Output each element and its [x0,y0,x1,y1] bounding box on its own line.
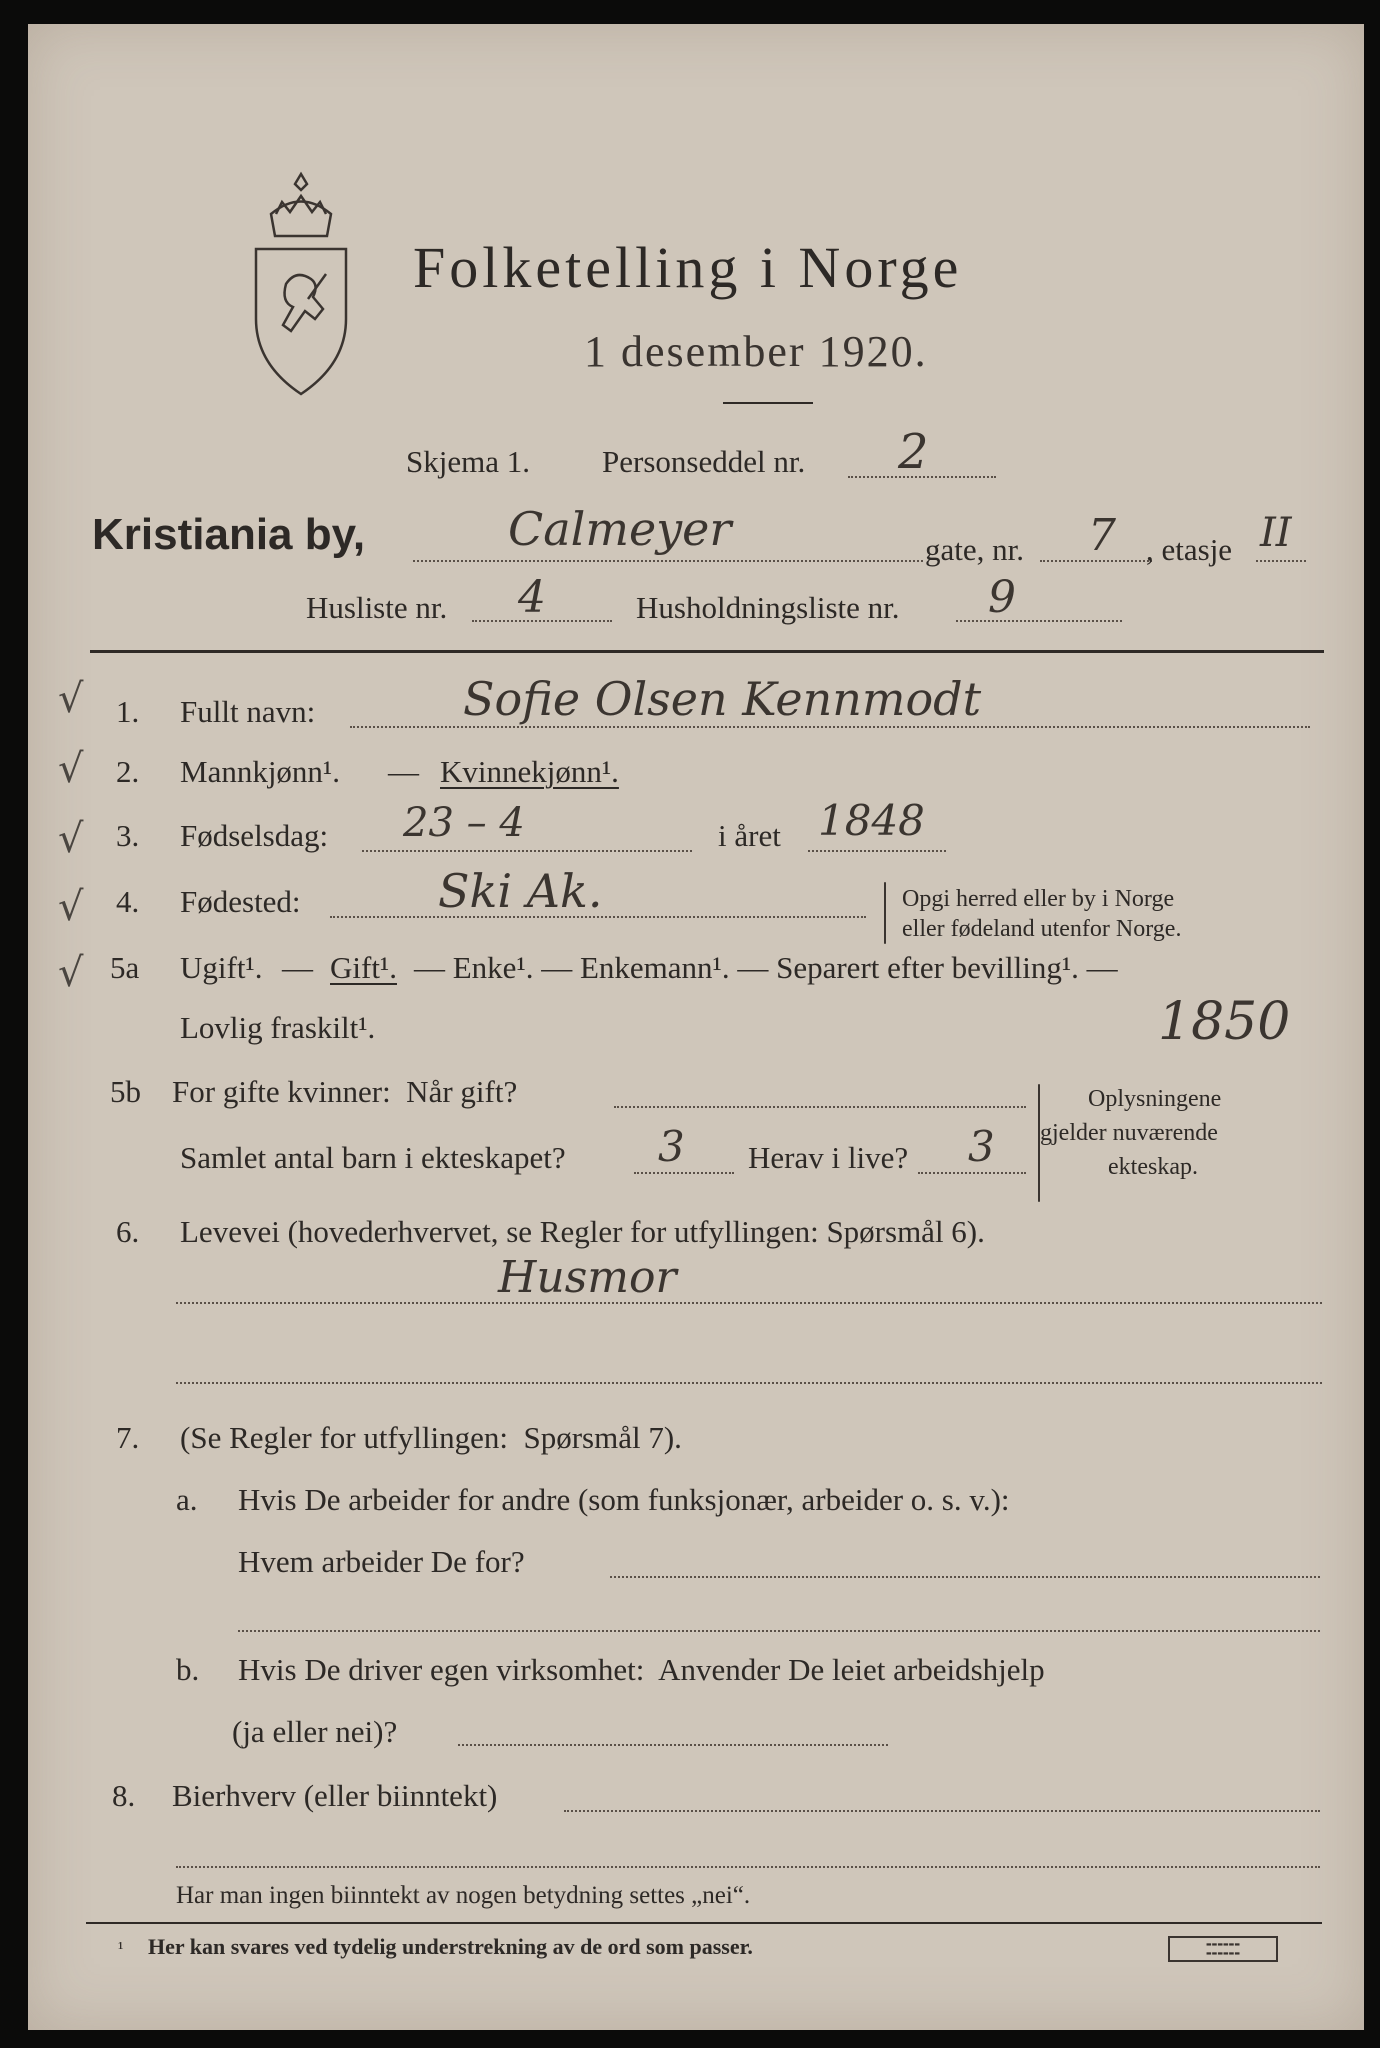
q5b-when-line [614,1106,1026,1108]
q3-number: 3. [116,818,140,853]
q5a-fraskilt-option: Lovlig fraskilt¹. [180,1010,376,1045]
q1-full-name-value: Sofie Olsen Kennmodt [463,672,982,726]
q7b-line [458,1744,888,1746]
q7a-number: a. [176,1482,198,1517]
q4-label: Fødested: [180,884,301,919]
q5a-other-options: — Enke¹. — Enkemann¹. — Separert efter bevilling¹. — [414,950,1118,985]
q8-note: Har man ingen biinntekt av nogen betydning settes „nei“. [176,1882,751,1909]
q5b-live-value: 3 [968,1122,995,1171]
q1-label: Fullt navn: [180,694,316,729]
footer-separator [86,1922,1322,1924]
q6-label: Levevei (hovederhvervet, se Regler for utfyllingen: Spørsmål 6). [180,1214,985,1249]
husliste-label: Husliste nr. [306,590,448,625]
header-separator [90,650,1324,653]
etasje-label: , etasje [1146,532,1233,567]
q6-occupation-value: Husmor [498,1252,677,1303]
q7b-number: b. [176,1652,200,1687]
q4-brace [884,882,886,944]
check-mark-2: √ [58,746,84,792]
check-mark-5a: √ [58,950,84,996]
q3-year-label: i året [718,818,781,853]
etasje-line [1256,560,1306,562]
personseddel-value: 2 [898,424,929,480]
q4-note-line1: Opgi herred eller by i Norge [902,886,1175,912]
gate-nr-value: 7 [1088,510,1116,561]
q2-dash: — [388,754,419,789]
q4-number: 4. [116,884,140,919]
q7-label: (Se Regler for utfyllingen: Spørsmål 7). [180,1420,682,1455]
q2-kvinne-option: Kvinnekjønn¹. [440,754,619,789]
q1-line [350,726,1310,728]
q8-line-2 [176,1866,1320,1868]
q8-label: Bierhverv (eller biinntekt) [172,1778,498,1813]
husholdning-value: 9 [988,572,1016,623]
q1-number: 1. [116,694,140,729]
q5a-ugift-option: Ugift¹. [180,950,263,985]
husliste-value: 4 [518,572,546,623]
q2-number: 2. [116,754,140,789]
q6-line-2 [176,1382,1322,1384]
q4-note-line2: eller fødeland utenfor Norge. [902,916,1182,942]
q8-line-1 [564,1810,1320,1812]
q5b-live-label: Herav i live? [748,1140,909,1175]
q5b-barn-value: 3 [658,1122,685,1171]
etasje-value: II [1260,510,1292,556]
husholdning-label: Husholdningsliste nr. [636,590,900,625]
footnote-text: Her kan svares ved tydelig understrekning av de ord som passer. [148,1934,753,1959]
check-mark-4: √ [58,884,84,930]
street-value: Calmeyer [508,502,732,556]
title-divider [723,402,813,404]
q3-year-line [808,850,946,852]
check-mark-1: √ [58,676,84,722]
q7b-text: Hvis De driver egen virksomhet: Anvender De leiet arbeidshjelp [238,1652,1045,1687]
coat-of-arms-icon [246,164,356,404]
q8-number: 8. [112,1778,136,1813]
q5b-note-line1: Oplysningene [1088,1086,1222,1112]
q5a-number: 5a [110,950,140,985]
q7a-line-1 [610,1576,1320,1578]
q3-birthday-value: 23 – 4 [403,800,525,846]
q7b-question: (ja eller nei)? [232,1714,398,1749]
q7a-text: Hvis De arbeider for andre (som funksjonær, arbeider o. s. v.): [238,1482,1010,1517]
schema-label: Skjema 1. [406,444,530,479]
q3-year-value: 1848 [818,796,925,845]
q2-mann-option: Mannkjønn¹. [180,754,340,789]
q6-line-1 [176,1302,1322,1304]
q3-label: Fødselsdag: [180,818,329,853]
q7-number: 7. [116,1420,140,1455]
q5b-live-line [918,1172,1026,1174]
q7a-question: Hvem arbeider De for? [238,1544,525,1579]
q4-birthplace-value: Ski Ak. [438,864,603,918]
q5b-label: For gifte kvinner: Når gift? [172,1074,518,1109]
census-form [28,24,1364,2030]
q5b-note-line3: ekteskap. [1108,1154,1198,1180]
personseddel-label: Personseddel nr. [602,444,806,479]
form-title: Folketelling i Norge [413,235,963,300]
printer-stamp: ▬▬▬▬▬▬ ▬▬▬▬▬▬ [1168,1936,1278,1962]
q3-date-line [362,850,692,852]
footnote-mark: ¹ [118,1938,124,1958]
q5a-dash: — [282,950,313,985]
q5a-margin-value: 1850 [1158,992,1291,1052]
q5b-number: 5b [110,1074,141,1109]
gate-label: gate, nr. [925,532,1024,567]
street-line [413,560,923,562]
q7a-line-2 [238,1630,1320,1632]
q5b-note-line2: gjelder nuværende [1040,1120,1218,1146]
check-mark-3: √ [58,816,84,862]
census-date: 1 desember 1920. [584,327,928,376]
q5a-gift-option: Gift¹. [330,950,397,985]
husholdning-line [956,620,1122,622]
q5b-barn-line [634,1172,734,1174]
q5b-barn-label: Samlet antal barn i ekteskapet? [180,1140,566,1175]
q6-number: 6. [116,1214,140,1249]
city-label: Kristiania by, [92,510,366,559]
